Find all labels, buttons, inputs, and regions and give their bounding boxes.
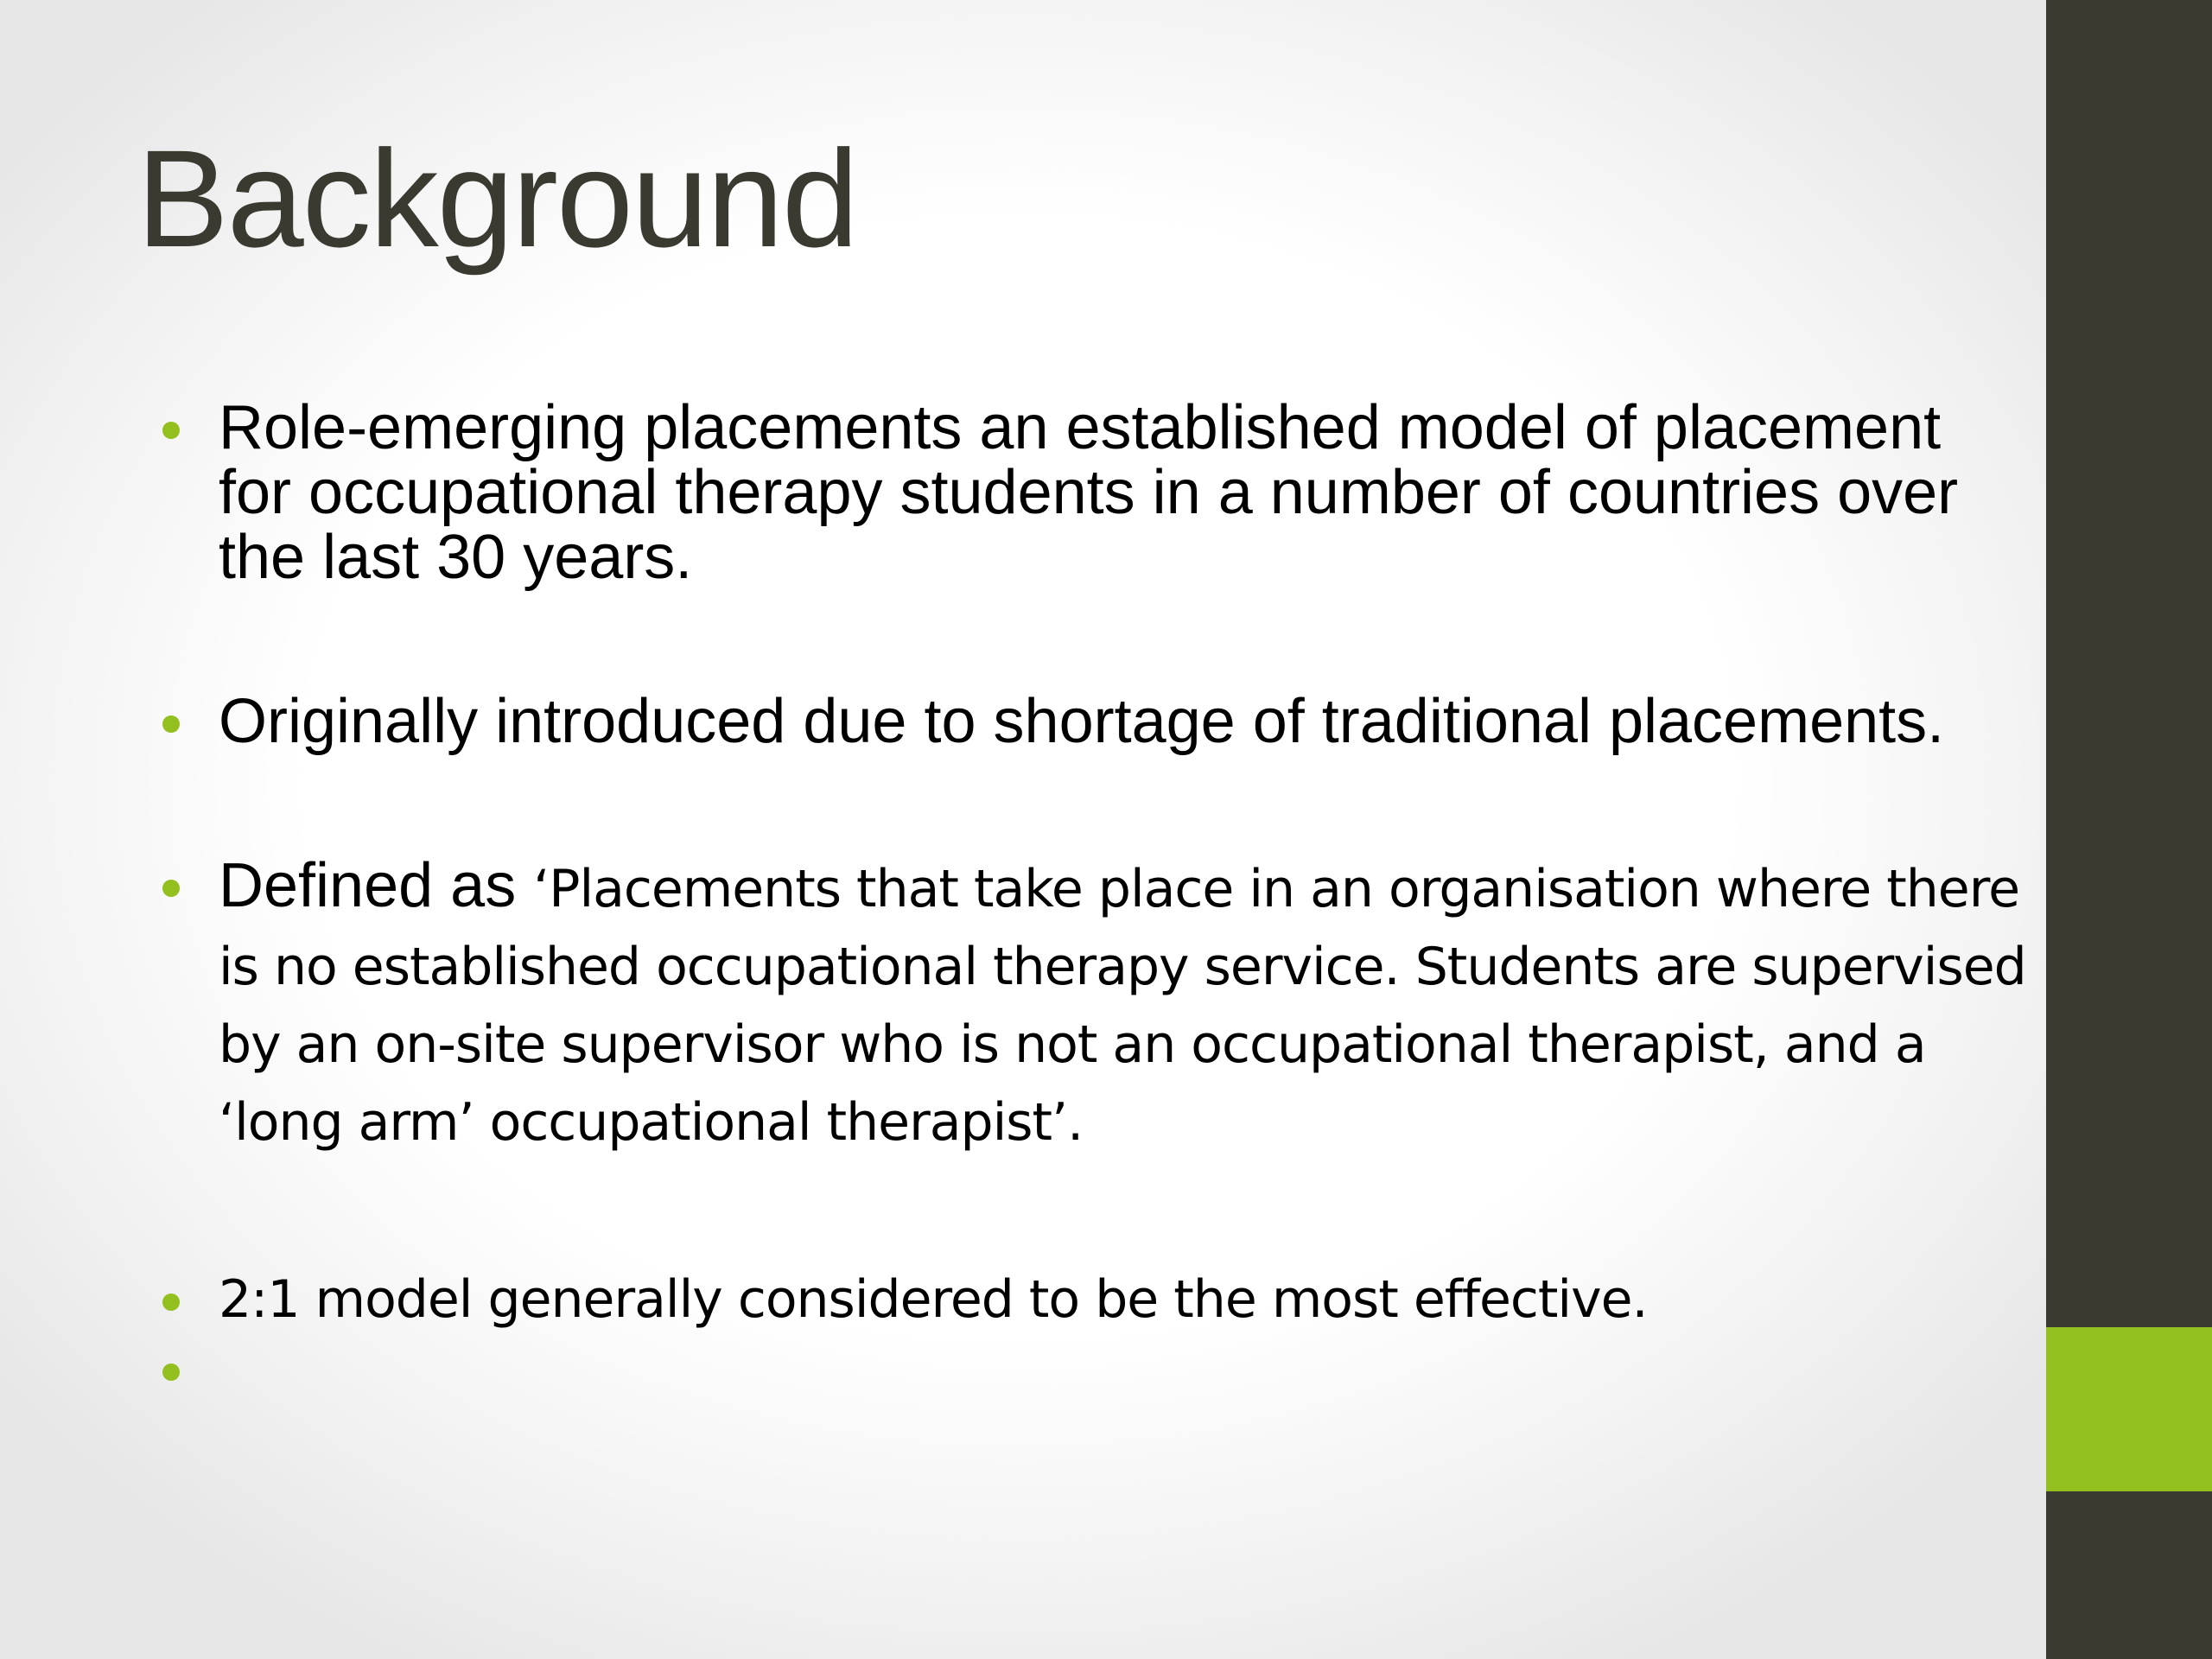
bullet-text: Originally introduced due to shortage of traditional placements.	[219, 687, 1945, 756]
bullet-item	[162, 851, 2029, 1168]
slide-title: Background	[137, 121, 857, 276]
bullet-dot-icon	[162, 715, 180, 733]
bullet-list	[162, 393, 2029, 1409]
bullet-dot-icon	[162, 1363, 180, 1381]
bullet-text: 2:1 model generally considered to be the most effective.	[219, 1269, 1648, 1330]
definition-lead-text: Defined as	[219, 851, 534, 920]
definition-quote-text: ‘Placements that take place in an organisation where there is no established occupational therapy service. Students are supervised by an on-site supervisor who is not an occupational therapist, and a ‘long arm’ occupational therapist’.	[219, 859, 2026, 1153]
bullet-item	[162, 687, 2029, 756]
bullet-dot-icon	[162, 1294, 180, 1311]
bullet-text: Role-emerging placements an established model of placement for occupational therapy students in a number of countries over the last 30 years.	[219, 393, 1959, 592]
bullet-dot-icon	[162, 880, 180, 897]
bullet-dot-icon	[162, 422, 180, 439]
bullet-item	[162, 393, 2029, 592]
bullet-item	[162, 1268, 2029, 1332]
decorative-accent-block	[2046, 1327, 2212, 1491]
bullet-item-empty	[162, 1344, 2029, 1409]
